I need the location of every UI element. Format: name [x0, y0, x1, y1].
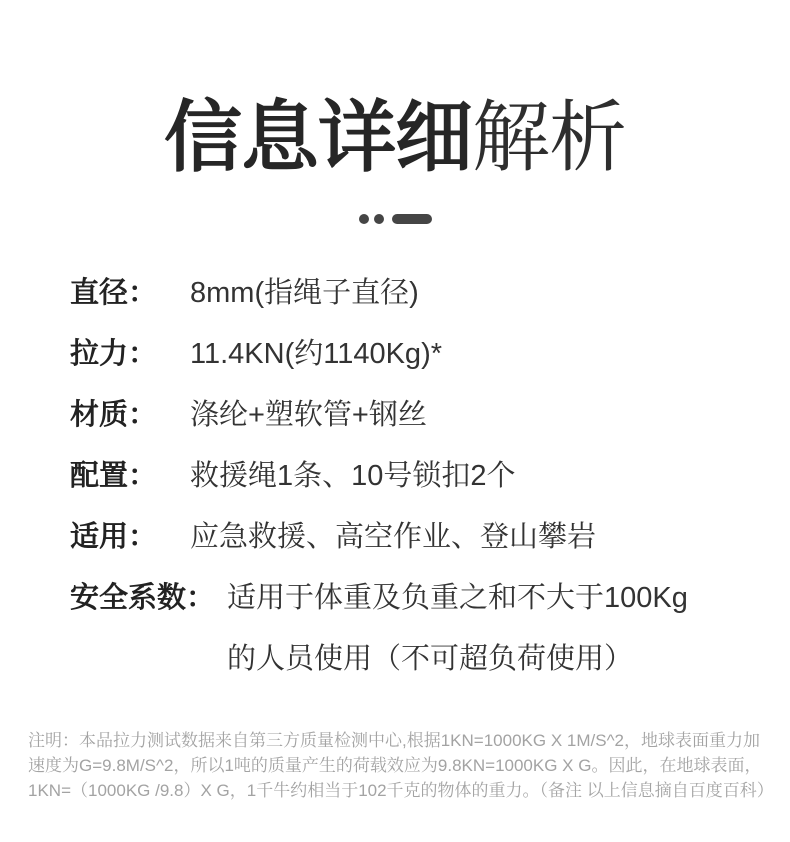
title-divider	[0, 214, 790, 224]
spec-row-pull-force	[70, 337, 760, 371]
spec-value-line2: 的人员使用（不可超负荷使用）	[227, 643, 634, 675]
page-title	[0, 0, 790, 181]
footnote-line: 速度为G=9.8M/S^2，所以1吨的质量产生的荷载效应为9.8KN=1000KG X G。因此，在地球表面，	[28, 756, 762, 775]
spec-row-applicable	[70, 520, 760, 554]
page-title-light-text: 解析	[472, 93, 627, 181]
divider-dash-icon	[392, 214, 432, 224]
spec-value: 涤纶+塑软管+钢丝	[190, 399, 427, 431]
spec-row-material	[70, 398, 760, 432]
footnote-line: 1KN=（1000KG /9.8）X G，1千牛约相当于102千克的物体的重力。（备注 以上信息摘自百度百科）	[28, 781, 774, 800]
spec-value: 8mm(指绳子直径)	[190, 277, 419, 309]
divider-dot-icon	[374, 214, 384, 224]
spec-label: 拉力：	[70, 338, 158, 370]
spec-label: 材质：	[70, 399, 158, 431]
spec-label: 安全系数：	[70, 582, 216, 614]
spec-value-line1: 适用于体重及负重之和不大于100Kg	[227, 582, 688, 614]
page-title-bold-text: 信息详细	[163, 93, 472, 181]
divider-dot-icon	[359, 214, 369, 224]
footnote	[28, 728, 774, 803]
spec-row-diameter	[70, 276, 760, 310]
spec-value	[227, 581, 688, 676]
spec-value: 救援绳1条、10号锁扣2个	[190, 460, 516, 492]
spec-label: 适用：	[70, 521, 158, 553]
spec-label: 配置：	[70, 460, 158, 492]
spec-list	[0, 276, 790, 676]
spec-value: 11.4KN(约1140Kg)*	[190, 338, 443, 370]
footnote-line: 注明：本品拉力测试数据来自第三方质量检测中心,根据1KN=1000KG X 1M/S^2，地球表面重力加	[28, 731, 760, 750]
spec-row-configuration	[70, 459, 760, 493]
spec-label: 直径：	[70, 277, 158, 309]
spec-value: 应急救援、高空作业、登山攀岩	[190, 521, 597, 553]
spec-row-safety-factor	[70, 581, 760, 676]
